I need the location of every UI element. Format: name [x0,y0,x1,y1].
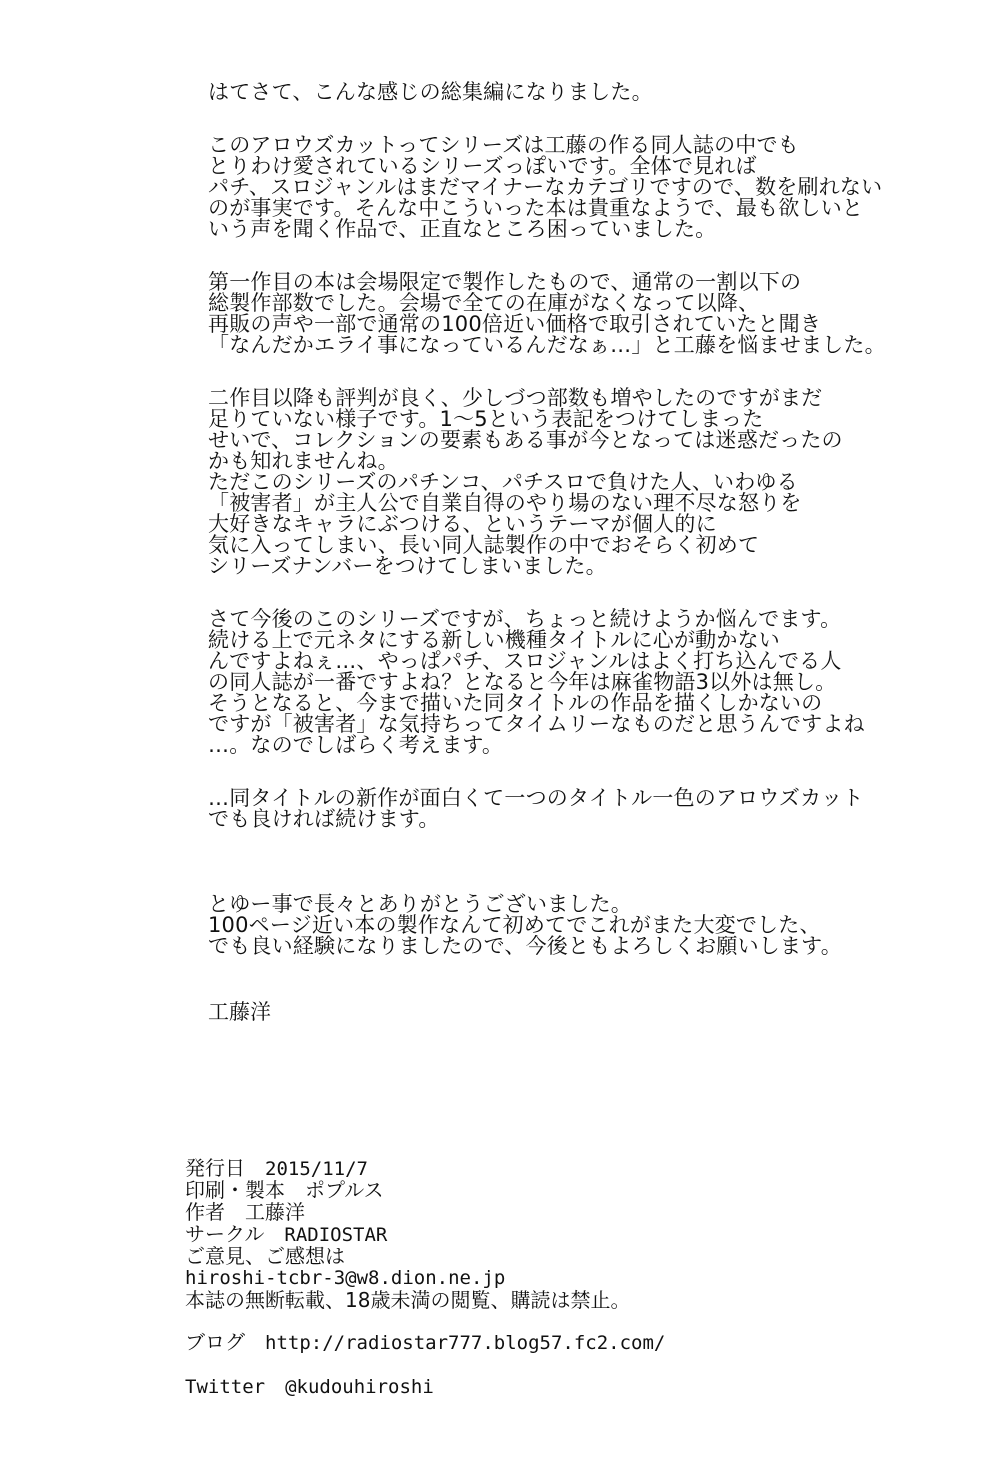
blog-label: ブログ [185,1330,245,1354]
colophon-gap [185,1353,905,1375]
afterword-paragraph-6 [208,788,908,830]
text-line: とゆー事で長々とありがとうございました。 [208,892,632,916]
text-line: でも良い経験になりましたので、今後ともよろしくお願いします。 [208,934,842,958]
paragraph-gap [208,862,908,894]
text-line: の同人誌が一番ですよね？となると今年は麻雀物語3以外は無し。 [208,670,837,694]
author-signature: 工藤洋 [208,1000,271,1024]
circle-label: サークル [185,1222,265,1246]
author-value: 工藤洋 [245,1200,305,1224]
author-label: 作者 [185,1200,225,1224]
author-row [185,1201,905,1223]
text-line: かも知れませんね。 [208,449,399,473]
text-line: とりわけ愛されているシリーズっぽいです。全体で見れば [208,154,757,178]
printing-row [185,1179,905,1201]
circle-row [185,1223,905,1245]
text-line: 再販の声や一部で通常の100倍近い価格で取引されていたと聞き [208,312,822,336]
text-line: 続ける上で元ネタにする新しい機種タイトルに心が動かない [208,628,780,652]
text-line: 「なんだかエライ事になっているんだなぁ…」と工藤を悩ませました。 [208,333,886,357]
text-line: パチ、スロジャンルはまだマイナーなカテゴリですので、数を刷れない [208,175,883,199]
text-line: …同タイトルの新作が面白くて一つのタイトル一色のアロウズカット [208,786,864,810]
afterword-paragraph-2 [208,135,908,240]
text-line: ですが「被害者」な気持ちってタイムリーなものだと思うんですよね [208,712,865,736]
afterword-paragraph-7 [208,894,908,957]
issue-date-label: 発行日 [185,1156,245,1180]
text-line: はてさて、こんな感じの総集編になりました。 [208,80,653,104]
text-line: せいで、コレクションの要素もある事が今となっては迷惑だったの [208,428,843,452]
text-line: のが事実です。そんな中こういった本は貴重なようで、最も欲しいと [208,196,864,220]
blog-url-link[interactable]: http://radiostar777.blog57.fc2.com/ [265,1332,666,1354]
blog-row [185,1331,905,1353]
printing-value: ポプルス [305,1178,384,1202]
twitter-row [185,1375,905,1397]
text-line: ただこのシリーズのパチンコ、パチスロで負けた人、いわゆる [208,470,798,494]
afterword-paragraph-4 [208,388,908,577]
email-address[interactable]: hiroshi-tcbr-3@w8.dion.ne.jp [185,1267,506,1289]
twitter-label: Twitter [185,1376,266,1398]
twitter-handle-link[interactable]: @kudouhiroshi [285,1376,434,1398]
afterword-paragraph-3 [208,272,908,356]
text-line: いう声を聞く作品で、正直なところ困っていました。 [208,217,717,241]
text-line: シリーズナンバーをつけてしまいました。 [208,554,607,578]
text-line: 大好きなキャラにぶつける、というテーマが個人的に [208,512,717,536]
text-line: 第一作目の本は会場限定で製作したもので、通常の一割以下の [208,270,802,294]
issue-date-row [185,1157,905,1179]
afterword-text [208,82,908,989]
feedback-label: ご意見、ご感想は [185,1244,345,1268]
text-line: 総製作部数でした。会場で全ての在庫がなくなって以降、 [208,291,760,315]
text-line: 二作目以降も評判が良く、少しづつ部数も増やしたのですがまだ [208,386,823,410]
colophon-gap [185,1311,905,1331]
circle-value: RADIOSTAR [284,1224,388,1246]
afterword-paragraph-1 [208,82,908,103]
text-line: そうとなると、今まで描いた同タイトルの作品を描くしかないの [208,691,823,715]
text-line: 100ページ近い本の製作なんて初めてでこれがまた大変でした、 [208,913,821,937]
printing-label: 印刷・製本 [185,1178,285,1202]
colophon [185,1157,905,1397]
text-line: 「被害者」が主人公で自業自得のやり場のない理不尽な怒りを [208,491,802,515]
issue-date-value: 2015/11/7 [265,1158,368,1180]
text-line: 気に入ってしまい、長い同人誌製作の中でおそらく初めて [208,533,760,557]
text-line: でも良ければ続けます。 [208,807,440,831]
text-line: 足りていない様子です。1～5という表記をつけてしまった [208,407,764,431]
text-line: んですよねぇ…、やっぱパチ、スロジャンルはよく打ち込んでる人 [208,649,842,673]
text-line: さて今後のこのシリーズですが、ちょっと続けようか悩んでます。 [208,607,842,631]
afterword-paragraph-5 [208,609,908,756]
text-line: …。なのでしばらく考えます。 [208,733,504,757]
text-line: このアロウズカットってシリーズは工藤の作る同人誌の中でも [208,133,799,157]
copyright-notice: 本誌の無断転載、18歳未満の閲覧、購読は禁止。 [185,1288,631,1312]
